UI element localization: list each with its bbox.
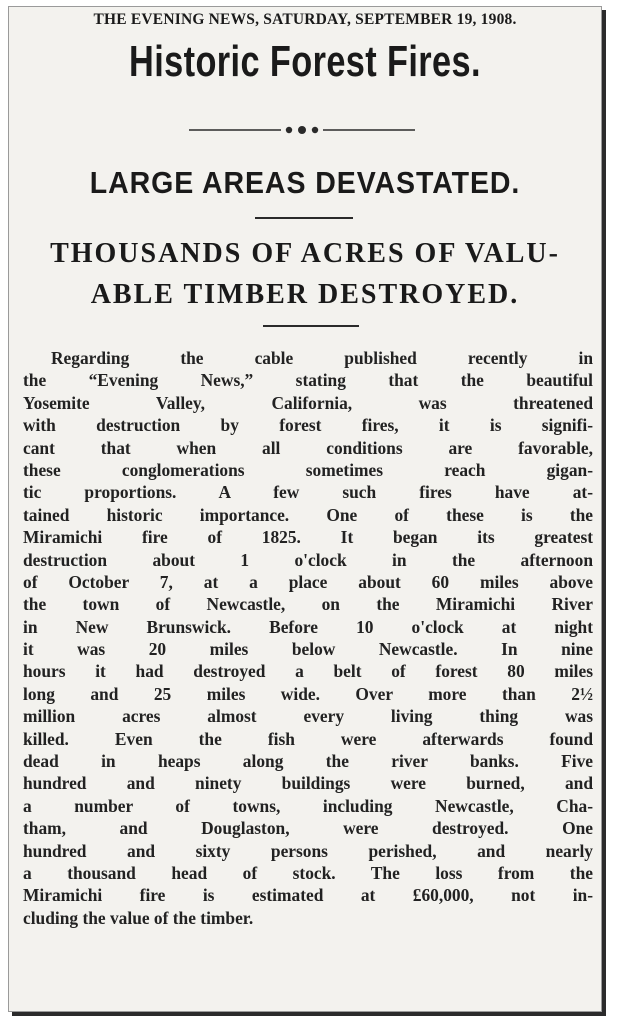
subheading-line: ABLE TIMBER DESTROYED. [90,279,520,310]
article-line: million acres almost every living thing was [23,706,593,727]
article-line: dead in heaps along the river banks. Five [23,751,593,772]
article-body [23,347,593,929]
article-line: destruction about 1 o'clock in the afternoon [23,549,593,570]
ornament-divider [189,125,415,135]
dateline: THE EVENING NEWS, SATURDAY, SEPTEMBER 19, 1908. [93,11,517,28]
article-line: it was 20 miles below Newcastle. In nine [23,639,593,660]
subheading-line: THOUSANDS OF ACRES OF VALU- [50,238,560,269]
article-line: tham, and Douglaston, were destroyed. One [23,818,593,839]
article-line: long and 25 miles wide. Over more than 2½ [23,683,593,704]
newspaper-clipping [8,6,602,1012]
subheading-thousands-of-acres [9,233,601,315]
article-line: a thousand head of stock. The loss from the [23,862,593,883]
article-line: tained historic importance. One of these is the [23,504,593,525]
article-line: Regarding the cable published recently in [51,348,593,368]
article-line: the “Evening News,” stating that the beautiful [23,370,593,391]
divider-rule [263,325,359,327]
article-line: hundred and sixty persons perished, and nearly [23,840,593,861]
article-line: cant that when all conditions are favorable, [23,437,593,458]
article-line: the town of Newcastle, on the Miramichi River [23,594,593,615]
article-line: with destruction by forest fires, it is signifi- [23,415,593,436]
article-line: tic proportions. A few such fires have at- [23,482,593,503]
article-line: cluding the value of the timber. [23,907,254,928]
article-line: these conglomerations sometimes reach gigan- [23,459,593,480]
article-line: hours it had destroyed a belt of forest 80 miles [23,661,593,682]
article-line: of October 7, at a place about 60 miles above [23,571,593,592]
article-line: killed. Even the fish were afterwards found [23,728,593,749]
article-line: Yosemite Valley, California, was threatened [23,392,593,413]
subheading-large-areas: LARGE AREAS DEVASTATED. [89,165,521,200]
article-line: a number of towns, including Newcastle, Cha- [23,795,593,816]
article-line: hundred and ninety buildings were burned, and [23,773,593,794]
divider-rule [255,217,353,219]
headline: Historic Forest Fires. [129,37,481,86]
article-line: Miramichi fire is estimated at £60,000, not in- [23,885,593,906]
article-line: in New Brunswick. Before 10 o'clock at night [23,616,593,637]
article-line: Miramichi fire of 1825. It began its greatest [23,527,593,548]
